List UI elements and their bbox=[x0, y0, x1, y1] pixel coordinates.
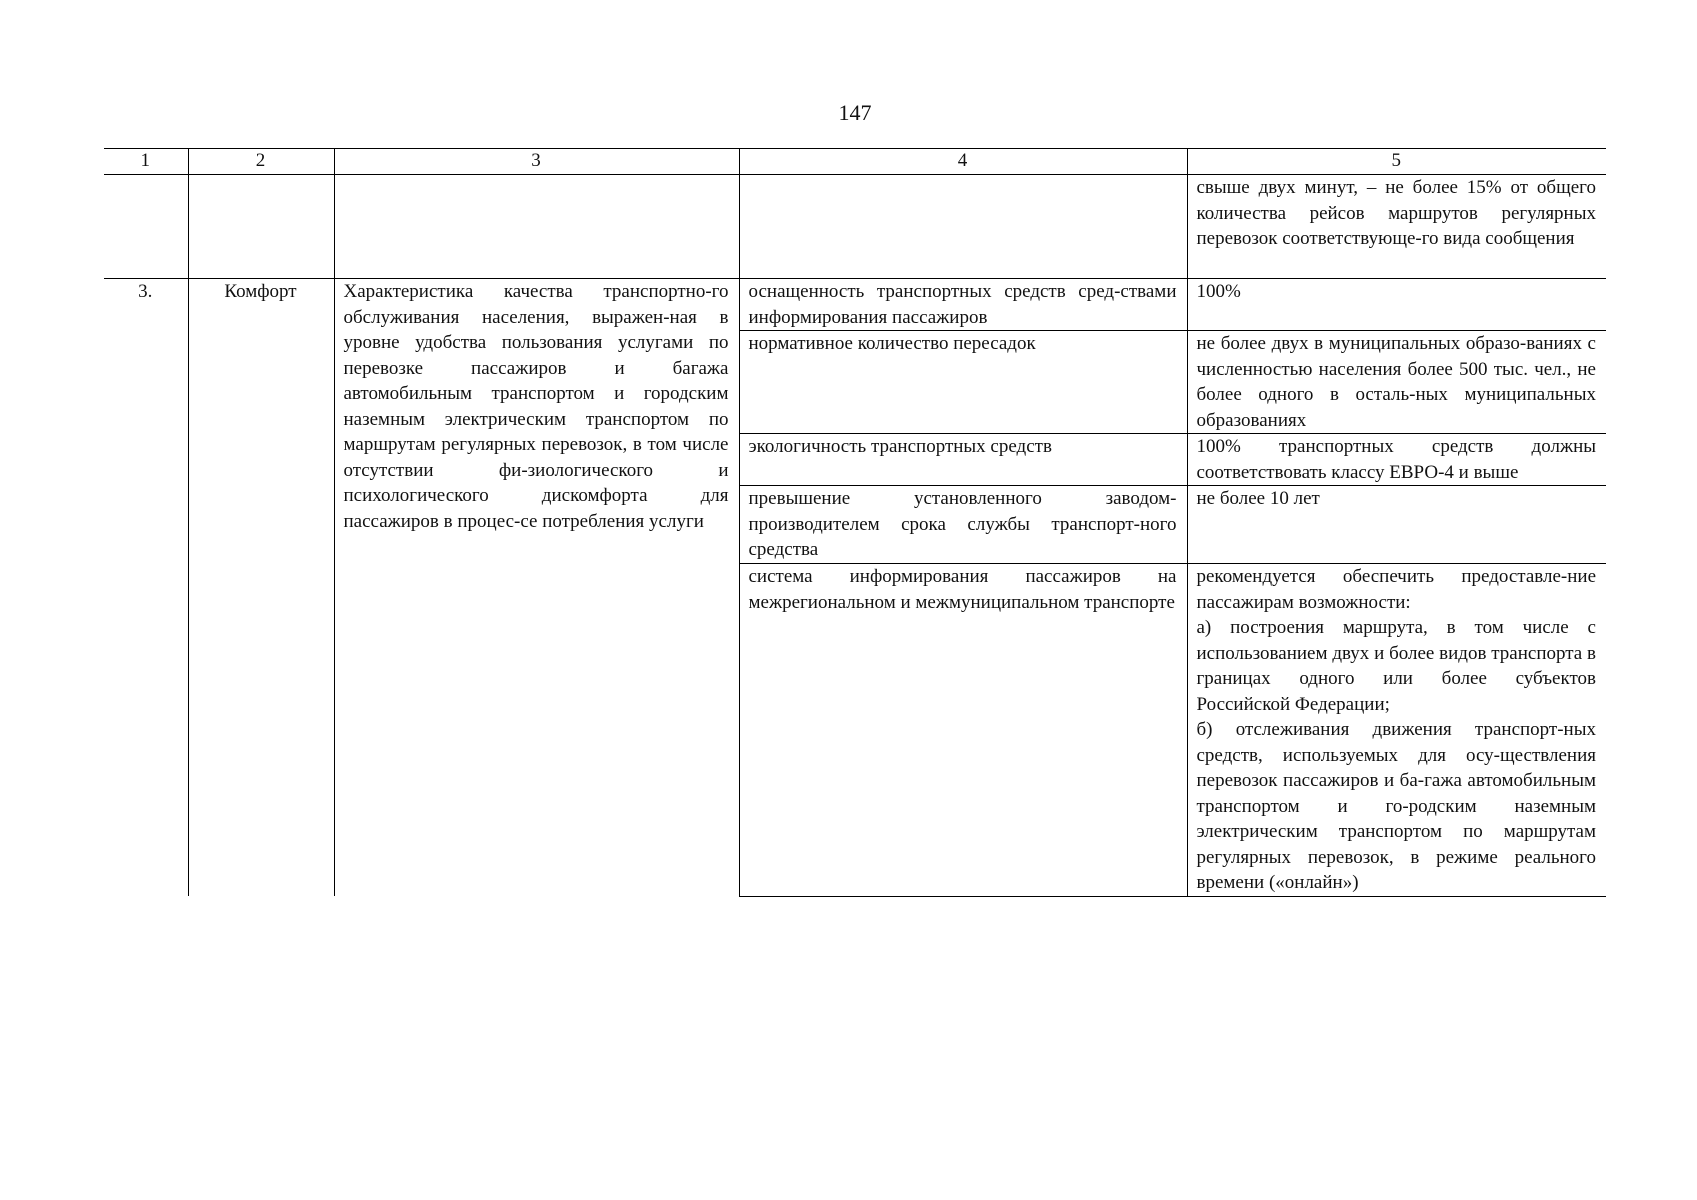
indicator-value: не более двух в муниципальных образо-ваниях с численностью населения более 500 тыс. чел., не более одного в осталь-ных муниципальных образованиях bbox=[1187, 331, 1606, 434]
column-header: 2 bbox=[188, 149, 334, 175]
indicator-value: 100% транспортных средств должны соответствовать классу ЕВРО-4 и выше bbox=[1187, 434, 1606, 486]
indicator-name: экологичность транспортных средств bbox=[739, 434, 1187, 486]
table-header-row bbox=[104, 149, 1606, 175]
column-header: 1 bbox=[104, 149, 188, 175]
indicator-value: не более 10 лет bbox=[1187, 486, 1606, 564]
indicator-value: 100% bbox=[1187, 279, 1606, 331]
indicator-name: оснащенность транспортных средств сред-ствами информирования пассажиров bbox=[739, 279, 1187, 331]
column-header: 3 bbox=[334, 149, 739, 175]
column-header: 5 bbox=[1187, 149, 1606, 175]
indicator-name: нормативное количество пересадок bbox=[739, 331, 1187, 434]
indicator-value-item-a: а) построения маршрута, в том числе с использованием двух и более видов транспорта в границах одного или более субъектов Российской Федерации; bbox=[1196, 617, 1596, 715]
criterion-description: Характеристика качества транспортно-го обслуживания населения, выражен-ная в уровне удобства пользования услугами по перевозке пассажиров и багажа автомобильным транспортом и городским наземным электрическим транспортом по маршрутам регулярных перевозок, в том числе отсутствии фи-зиологического и психологического дискомфорта для пассажиров в процес-се потребления услуги bbox=[334, 279, 739, 897]
indicator-value-intro: рекомендуется обеспечить предоставле-ние пассажирам возможности: bbox=[1196, 566, 1596, 613]
indicator-value bbox=[1187, 564, 1606, 897]
indicator-name: система информирования пассажиров на межрегиональном и межмуниципальном транспорте bbox=[739, 564, 1187, 897]
indicator-value-item-b: б) отслеживания движения транспорт-ных средств, используемых для осу-ществления перевозок пассажиров и ба-гажа автомобильным транспортом и го-родским наземным электрическим транспортом по маршрутам регулярных перевозок, в режиме реального времени («онлайн») bbox=[1196, 719, 1596, 893]
column-header: 4 bbox=[739, 149, 1187, 175]
quality-criteria-table bbox=[104, 148, 1606, 897]
criterion-name: Комфорт bbox=[188, 279, 334, 897]
row-number: 3. bbox=[104, 279, 188, 897]
page-number: 147 bbox=[838, 100, 872, 125]
continuation-text: свыше двух минут, – не более 15% от общего количества рейсов маршрутов регулярных перевозок соответствующе-го вида сообщения bbox=[1187, 175, 1606, 279]
table-row-comfort bbox=[104, 279, 1606, 331]
indicator-name: превышение установленного заводом-производителем срока службы транспорт-ного средства bbox=[739, 486, 1187, 564]
table-row-continuation bbox=[104, 175, 1606, 279]
